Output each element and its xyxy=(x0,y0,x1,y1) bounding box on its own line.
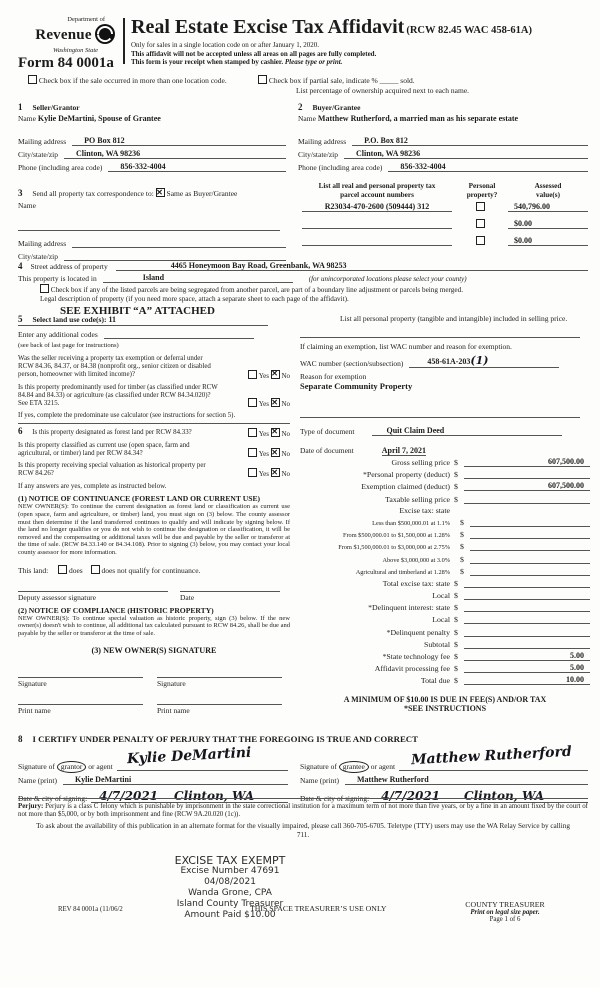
exhibit-a-text: SEE EXHIBIT “A” ATTACHED xyxy=(60,305,215,317)
dollar-sign: $ xyxy=(460,542,464,552)
dollar-sign: $ xyxy=(454,578,458,588)
dollar-sign: $ xyxy=(460,530,464,540)
section-3-correspondence xyxy=(18,188,286,264)
excise-label: Exemption claimed (deduct) xyxy=(361,482,450,492)
multi-location-checkbox-row xyxy=(28,75,227,85)
parcel-number-3[interactable] xyxy=(302,236,452,246)
new-owner-signature-row xyxy=(18,677,290,688)
excise-rate-5[interactable] xyxy=(470,566,590,576)
section-1-seller xyxy=(18,102,286,175)
doc-date-value[interactable]: April 7, 2021 xyxy=(381,446,426,455)
grantor-signature-field[interactable] xyxy=(117,744,288,771)
header-note-1: Only for sales in a single location code on or after January 1, 2020. xyxy=(131,41,319,49)
deputy-date-line[interactable]: Date xyxy=(180,591,280,602)
grantor-sig-label: Signature of grantor or agent xyxy=(18,762,113,771)
excise-rate-label: Agricultural and timberland at 1.28% xyxy=(355,568,450,576)
new-owner-signature-2[interactable]: Signature xyxy=(157,677,282,688)
q3-yes-checkbox[interactable] xyxy=(248,428,257,437)
excise-affidavit-fee[interactable]: 5.00 xyxy=(464,663,590,673)
excise-label: Taxable selling price xyxy=(385,494,450,504)
section-5-number: 5 xyxy=(18,314,23,324)
stamp-excise-number: Excise Number 47691 xyxy=(180,866,280,876)
notice-1-title: (1) NOTICE OF CONTINUANCE (FOREST LAND OR CURRENT USE) xyxy=(18,494,261,504)
form-title: Real Estate Excise Tax Affidavit xyxy=(131,16,405,38)
grantor-date-city-label: Date & city of signing: xyxy=(18,794,88,803)
located-in-value[interactable]: Island xyxy=(142,273,165,282)
dollar-sign: $ xyxy=(454,639,458,649)
located-in-label: This property is located in xyxy=(18,274,97,283)
parcel-col1-header: List all real and personal property tax parcel account numbers xyxy=(318,182,436,199)
buyer-phone-value[interactable]: 856-332-4004 xyxy=(400,162,446,171)
section-6-number: 6 xyxy=(18,426,23,437)
excise-label: *Delinquent interest: state xyxy=(368,603,450,613)
legal-size-note: Print on legal size paper. xyxy=(470,909,540,916)
logo-washington-state: Washington State xyxy=(52,47,99,54)
section-5-right xyxy=(300,314,590,713)
county-treasurer-block xyxy=(440,900,570,923)
excise-total-state[interactable] xyxy=(464,578,590,588)
excise-label: Gross selling price xyxy=(391,458,450,467)
calculator-note: If yes, complete the predominate use calculator (see instructions for section 5). xyxy=(18,412,236,420)
landuse-value[interactable]: 11 xyxy=(108,315,117,324)
excise-label: Affidavit processing fee xyxy=(374,664,450,674)
certify-text: I CERTIFY UNDER PENALTY OF PERJURY THAT THE FOREGOING IS TRUE AND CORRECT xyxy=(32,734,419,744)
new-owner-signature-title: (3) NEW OWNER(S) SIGNATURE xyxy=(91,646,217,656)
buyer-mailing-label: Mailing address xyxy=(298,137,347,146)
section-4-property xyxy=(18,261,588,317)
grantor-name-print-label: Name (print) xyxy=(18,776,57,785)
q2-yes-checkbox[interactable] xyxy=(248,398,257,407)
section-5-left xyxy=(18,314,290,715)
form-number: Form 84 0001a xyxy=(18,55,114,71)
question-currentuse-answer: Yes ✕ No xyxy=(248,448,290,458)
new-owner-printname-row xyxy=(18,704,290,715)
excise-rate-label: From $1,500,000.01 to $3,000,000 at 2.75% xyxy=(338,544,450,552)
excise-label: *Delinquent penalty xyxy=(386,627,450,637)
additional-codes-label: Enter any additional codes xyxy=(18,330,98,339)
multi-location-label: Check box if the sale occurred in more than one location code. xyxy=(38,76,227,85)
street-address-label: Street address of property xyxy=(30,262,108,271)
parcel-row xyxy=(298,236,590,246)
wac-number-value[interactable]: 458-61A-203 xyxy=(427,357,471,366)
corr-city-field[interactable] xyxy=(64,251,286,261)
excise-delinq-interest[interactable] xyxy=(464,602,590,612)
page-number: Page 1 of 6 xyxy=(489,916,521,923)
corr-city-label: City/state/zip xyxy=(18,252,58,261)
question-timber-answer: Yes ✕ No xyxy=(248,398,290,408)
doc-type-label: Type of document xyxy=(300,427,355,436)
buyer-city-value[interactable]: Clinton, WA 98236 xyxy=(356,149,421,158)
excise-value-taxable[interactable] xyxy=(464,494,590,504)
header-note-3: This form is your receipt when stamped by cashier. Please type or print. xyxy=(131,58,343,66)
grantee-name-print-label: Name (print) xyxy=(300,776,339,785)
corr-name-label: Name xyxy=(18,201,36,210)
dollar-sign: $ xyxy=(454,664,458,674)
new-owner-signature-1[interactable]: Signature xyxy=(18,677,143,688)
multi-location-checkbox[interactable] xyxy=(28,75,37,84)
dollar-sign: $ xyxy=(454,627,458,637)
excise-rate-1[interactable] xyxy=(470,517,590,527)
dollar-sign: $ xyxy=(454,652,458,661)
buyer-name-value[interactable]: Matthew Rutherford, a married man as his separate estate xyxy=(317,114,519,123)
excise-rate-label: Less than $500,000.01 at 1.1% xyxy=(372,519,450,527)
grantee-signature-field[interactable] xyxy=(399,743,588,771)
excise-tech-fee[interactable]: 5.00 xyxy=(464,651,590,661)
reason-exemption-value[interactable]: Separate Community Property xyxy=(300,381,413,391)
does-not-label: does not qualify for continuance. xyxy=(101,565,201,575)
seller-mailing-label: Mailing address xyxy=(18,137,67,146)
type-or-print-note: Please type or print. xyxy=(284,58,343,66)
section-8-certify xyxy=(18,734,588,744)
dollar-sign: $ xyxy=(454,482,458,492)
county-note: (for unincorporated locations please select your county) xyxy=(308,275,467,283)
ownership-percentage-note: List percentage of ownership acquired next to each name. xyxy=(296,86,470,95)
dollar-sign: $ xyxy=(454,458,458,467)
parcel-personal-checkbox-1[interactable] xyxy=(476,202,485,211)
grantee-date-handwriting[interactable]: 4/7/2021 xyxy=(381,789,441,803)
exemption-note: If claiming an exemption, list WAC number and reason for exemption. xyxy=(300,342,512,351)
seller-name-value[interactable]: Kylie DeMartini, Spouse of Grantee xyxy=(37,114,161,123)
section-3-number: 3 xyxy=(18,188,23,198)
notice-2-title: (2) NOTICE OF COMPLIANCE (HISTORIC PROPERTY) xyxy=(18,605,214,615)
this-land-row xyxy=(18,565,290,575)
buyer-phone-label: Phone (including area code) xyxy=(298,163,383,172)
excise-value-exemption[interactable]: 607,500.00 xyxy=(464,481,590,491)
parcel-table xyxy=(298,182,590,246)
q1-no-checkbox[interactable] xyxy=(271,370,280,379)
seller-heading: Seller/Grantor xyxy=(32,103,80,112)
grantee-sig-label: Signature of grantee or agent xyxy=(300,762,396,771)
dollar-sign: $ xyxy=(460,566,464,576)
parcel-number-2[interactable] xyxy=(302,219,452,229)
segregated-checkbox[interactable] xyxy=(40,284,49,293)
dor-logo xyxy=(28,16,123,54)
segregated-label: Check box if any of the listed parcels are being segregated from another parcel, are part of a boundary line adjustment or parcels being merged. xyxy=(50,286,463,294)
question-forest-text: 6 Is this property designated as forest land per RCW 84.33? xyxy=(18,426,192,437)
treasurer-space-note: THIS SPACE TREASURER’S USE ONLY xyxy=(250,904,387,913)
landuse-label: Select land use code(s): xyxy=(32,315,107,324)
perjury-block xyxy=(18,803,588,839)
parcel-value-3[interactable]: $0.00 xyxy=(508,236,588,246)
wac-number-label: WAC number (section/subsection) xyxy=(300,359,404,368)
doc-date-label: Date of document xyxy=(300,446,354,455)
seller-phone-label: Phone (including area code) xyxy=(18,163,103,172)
question-historic-text: Is this property receiving special valuation as historical property per RCW 84.26? xyxy=(18,462,206,478)
street-address-value[interactable]: 4465 Honeymoon Bay Road, Greenbank, WA 98253 xyxy=(170,261,347,270)
grantee-signature-handwriting: Matthew Rutherford xyxy=(410,743,573,769)
seller-phone-value[interactable]: 856-332-4004 xyxy=(120,162,166,171)
see-instructions-note: *SEE INSTRUCTIONS xyxy=(403,704,487,714)
buyer-name-label: Name xyxy=(298,114,316,123)
buyer-city-label: City/state/zip xyxy=(298,150,338,159)
notice-2-body: NEW OWNER(S): To continue special valuation as historic property, sign (3) below. If the new owner(s) doesn't wish to continue, all additional tax calculated pursuant to RCW 84.26, shall be due and payable by the seller or transferor at the time of sale. xyxy=(18,614,290,637)
q2-no-checkbox[interactable] xyxy=(271,398,280,407)
excise-label: *Personal property (deduct) xyxy=(362,470,450,480)
header-divider xyxy=(123,18,125,64)
excise-local-2[interactable] xyxy=(464,614,590,624)
excise-local-1[interactable] xyxy=(464,590,590,600)
dollar-sign: $ xyxy=(454,603,458,613)
dollar-sign: $ xyxy=(454,615,458,625)
q1-yes-checkbox[interactable] xyxy=(248,370,257,379)
excise-rate-4[interactable] xyxy=(470,554,590,564)
stamp-amount-paid: Amount Paid $10.00 xyxy=(184,910,276,920)
grantor-name-print-value[interactable]: Kylie DeMartini xyxy=(74,775,132,784)
question-forest-answer: Yes ✕ No xyxy=(248,428,290,438)
q4-no-checkbox[interactable] xyxy=(271,448,280,457)
section-2-buyer xyxy=(298,102,588,175)
legal-description-label: Legal description of property (if you need more space, attach a separate sheet to each page of the affidavit). xyxy=(40,295,349,303)
stamp-cashier-name: Wanda Grone, CPA xyxy=(188,888,272,898)
grantor-date-handwriting[interactable]: 4/7/2021 xyxy=(99,789,159,803)
reason-exemption-label: Reason for exemption xyxy=(300,372,367,381)
grantee-name-print-value[interactable]: Matthew Rutherford xyxy=(356,775,429,784)
excise-label: Subtotal xyxy=(424,639,450,649)
excise-delinq-penalty[interactable] xyxy=(464,627,590,637)
grantor-city-handwriting[interactable]: Clinton, WA xyxy=(174,789,255,803)
additional-codes-field[interactable] xyxy=(104,329,254,339)
excise-label: Local xyxy=(432,615,450,625)
excise-label: *State technology fee xyxy=(382,652,450,661)
dollar-sign: $ xyxy=(460,554,464,564)
seller-city-value[interactable]: Clinton, WA 98236 xyxy=(76,149,141,158)
excise-label: Local xyxy=(432,591,450,601)
perjury-divider xyxy=(18,798,588,799)
seller-city-label: City/state/zip xyxy=(18,150,58,159)
logo-revenue-text: Revenue xyxy=(35,26,92,43)
deputy-assessor-signature-line[interactable]: Deputy assessor signature xyxy=(18,591,168,602)
section-2-number: 2 xyxy=(298,102,303,112)
wac-number-handwritten[interactable]: (1) xyxy=(470,354,489,367)
q4-yes-checkbox[interactable] xyxy=(248,448,257,457)
excise-rate-3[interactable] xyxy=(470,541,590,551)
grantor-signature-handwriting: Kylie DeMartini xyxy=(126,744,252,768)
buyer-mailing-value[interactable]: P.O. Box 812 xyxy=(364,136,408,145)
parcel-value-2[interactable]: $0.00 xyxy=(508,219,588,229)
buyer-heading: Buyer/Grantee xyxy=(312,103,361,112)
parcel-row xyxy=(298,219,590,229)
excise-rate-label: Above $3,000,000 at 3.0% xyxy=(382,556,450,564)
parcel-col2-header: Personal property? xyxy=(466,182,498,199)
question-exemption-text: Was the seller receiving a property tax exemption or deferral under RCW 84.36, 84.37, or 84.38 (nonprofit org., senior citizen or disabled person, homeowner with limited income)? xyxy=(18,355,211,379)
deputy-assessor-row xyxy=(18,591,290,602)
same-as-buyer-checkbox[interactable] xyxy=(156,188,165,197)
if-any-yes-note: If any answers are yes, complete as instructed below. xyxy=(18,482,167,491)
same-as-buyer-label: Same as Buyer/Grantee xyxy=(166,189,238,198)
new-owner-printname-2[interactable]: Print name xyxy=(157,704,282,715)
logo-department-of: Department of xyxy=(67,16,105,23)
grantor-circled-word: grantor xyxy=(57,761,87,773)
notice-1-body: NEW OWNER(S): To continue the current designation as forest land or classification as current use (open space, farm and agriculture, or timber) land, you must sign on (3) below. The county assessor must then determine if the land transferred continues to qualify and will indicate by signing below. If the land no longer qualifies or you do not wish to continue the designation or classification, it will be removed and the compensating or additional taxes will be due and payable by the seller or transferor at the time of sale. (RCW 84.33.140 or 84.34.108). Prior to signing (3) below, you may contact your local county assessor for more information. xyxy=(18,503,290,556)
rev-footer: REV 84 0001a (11/06/2 xyxy=(58,906,123,913)
revenue-swirl-icon xyxy=(94,23,116,47)
stamp-exempt-line: EXCISE TAX EXEMPT xyxy=(174,854,286,867)
excise-rate-2[interactable] xyxy=(470,529,590,539)
excise-total-due[interactable]: 10.00 xyxy=(464,675,590,685)
excise-rate-label: From $500,000.01 to $1,500,000 at 1.28% xyxy=(342,532,450,540)
new-owner-printname-1[interactable]: Print name xyxy=(18,704,143,715)
excise-value-gross[interactable]: 607,500.00 xyxy=(464,457,590,467)
excise-value-personal[interactable] xyxy=(464,469,590,479)
corr-name-field[interactable] xyxy=(18,210,280,231)
dollar-sign: $ xyxy=(460,517,464,527)
question-currentuse-text: Is this property classified as current use (open space, farm and agricultural, or timber) land per RCW 84.34? xyxy=(18,441,190,457)
section-8-number: 8 xyxy=(18,734,23,744)
doc-type-value[interactable]: Quit Claim Deed xyxy=(386,426,445,435)
section-4-number: 4 xyxy=(18,261,23,271)
form-title-block xyxy=(131,16,591,67)
does-label: does xyxy=(68,565,83,575)
corr-mailing-label: Mailing address xyxy=(18,239,67,248)
stamp-treasurer-office: Island County Treasurer xyxy=(176,899,284,909)
grantee-circled-word: grantee xyxy=(339,761,369,773)
section-1-number: 1 xyxy=(18,102,23,112)
grantee-date-city-label: Date & city of signing: xyxy=(300,794,370,803)
q5-no-checkbox[interactable] xyxy=(271,468,280,477)
excise-subtotal[interactable] xyxy=(464,639,590,649)
partial-sale-checkbox[interactable] xyxy=(258,75,267,84)
stamp-date: 04/08/2021 xyxy=(204,877,256,887)
dollar-sign: $ xyxy=(454,470,458,480)
question-historic-answer: Yes ✕ No xyxy=(248,468,290,478)
q3-no-checkbox[interactable] xyxy=(271,428,280,437)
parcel-number-1[interactable]: R23034-470-2600 (509444) 312 xyxy=(302,202,452,212)
parcel-value-1[interactable]: 540,796.00 xyxy=(508,202,588,212)
header-note-2: This affidavit will not be accepted unless all areas on all pages are fully completed. xyxy=(131,49,377,58)
dollar-sign: $ xyxy=(454,494,458,504)
seller-name-label: Name xyxy=(18,114,36,123)
dollar-sign: $ xyxy=(454,591,458,601)
corr-mailing-field[interactable] xyxy=(72,238,286,248)
does-checkbox[interactable] xyxy=(58,565,67,574)
tty-note: To ask about the availability of this publication in an alternate format for the visually impaired, please call 360-705-6705. Teletype (TTY) users may use the WA Relay Service by calling 711. xyxy=(36,821,570,839)
dollar-sign: $ xyxy=(454,676,458,686)
minimum-fee-note: A MINIMUM OF $10.00 IS DUE IN FEE(S) AND/OR TAX xyxy=(343,695,547,705)
section-3-text: Send all property tax correspondence to: xyxy=(32,189,154,198)
question-timber-text: Is this property predominantly used for timber (as classified under RCW 84.84 and 84.33) or agriculture (as classified under RCW 84.34.020)? See ETA 3215. xyxy=(18,383,218,408)
parcel-personal-checkbox-2[interactable] xyxy=(476,219,485,228)
form-title-rcw: (RCW 82.45 WAC 458-61A) xyxy=(406,25,532,36)
parcel-row xyxy=(298,202,590,212)
back-of-page-note: (see back of last page for instructions) xyxy=(18,342,119,349)
excise-tax-table xyxy=(300,457,590,685)
personal-property-note: List all personal property (tangible and intangible) included in selling price. xyxy=(340,314,568,323)
county-treasurer-label: COUNTY TREASURER xyxy=(465,900,545,909)
q5-yes-checkbox[interactable] xyxy=(248,468,257,477)
grantee-city-handwriting[interactable]: Clinton, WA xyxy=(464,789,545,803)
question-exemption-answer: Yes ✕ No xyxy=(248,370,290,380)
parcel-personal-checkbox-3[interactable] xyxy=(476,236,485,245)
excise-state-header: Excise tax: state xyxy=(399,505,450,515)
this-land-label: This land: xyxy=(18,565,49,575)
excise-label: Total due xyxy=(420,676,450,686)
partial-sale-checkbox-row xyxy=(258,75,469,95)
perjury-text: Perjury: Perjury is a class C felony which is punishable by imprisonment in the state correctional institution for a maximum term of not more than five years, or by a fine in an amount fixed by the court of not more than $5,000, or by both imprisonment and fine (RCW 9A.20.020 (1c)). xyxy=(18,803,588,819)
parcel-col3-header: Assessed value(s) xyxy=(534,182,562,199)
does-not-checkbox[interactable] xyxy=(91,565,100,574)
partial-sale-label: Check box if partial sale, indicate % _____ sold. xyxy=(268,76,415,85)
seller-mailing-value[interactable]: PO Box 812 xyxy=(84,136,125,145)
excise-label: Total excise tax: state xyxy=(382,578,450,588)
